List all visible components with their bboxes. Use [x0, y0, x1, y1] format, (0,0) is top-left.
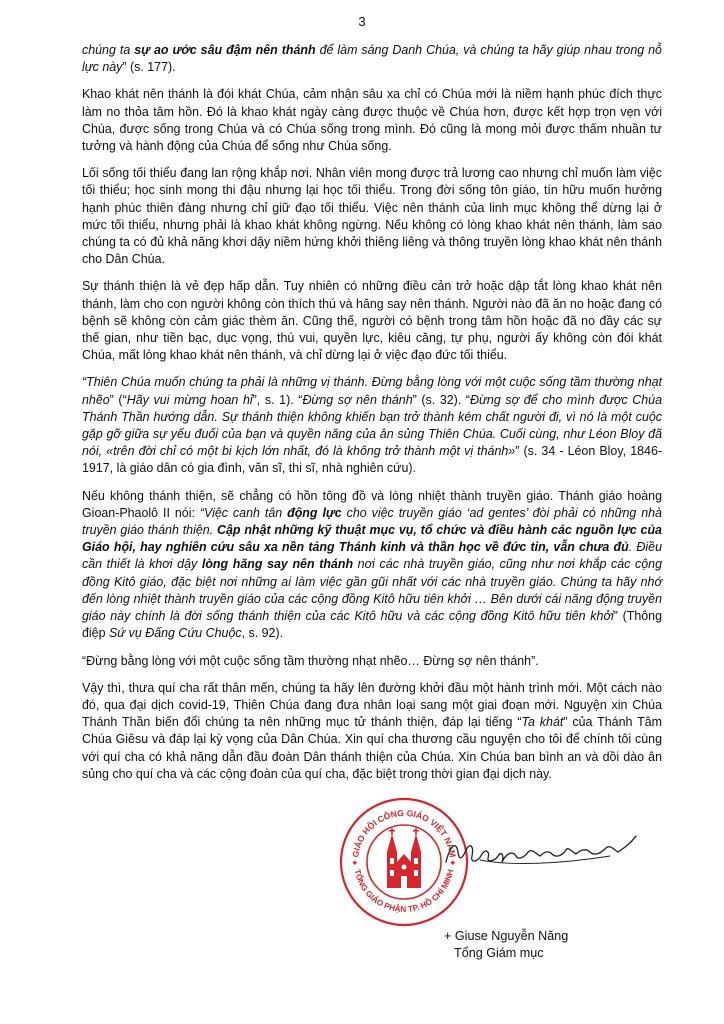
- paragraph: Lối sống tối thiểu đang lan rộng khắp nơi. Nhân viên mong được trả lương cao nhưng chỉ muốn làm việc tối thiểu; học sinh mong thi đậu nhưng lại học tối thiểu. Trong đời sống tôn giáo, tín hữu muốn hưởng hạnh phúc thiên đàng nhưng chỉ giữ đạo tối thiểu. Việc nên thánh của linh mục không thể dừng lại ở mức tối thiểu, nhưng phải là khao khát không ngừng. Nếu không có lòng khao khát nên thánh, làm sao chúng ta có đủ khả năng khơi dậy niềm hứng khởi thiêng liêng và thông truyền lòng khao khát nên thánh cho Dân Chúa.: [82, 166, 662, 267]
- signer-name: + Giuse Nguyễn Năng: [444, 929, 569, 943]
- paragraph-closing: Vậy thì, thưa quí cha rất thân mến, chúng ta hãy lên đường khởi đầu một hành trình mới. Một cách nào đó, qua đại dịch covid-19, Thiên Chúa đang đưa nhân loại sang một giai đoạn mới. Nguyện xin Chúa Thánh Thần biến đổi chúng ta nên những mục tử thánh thiện, đáp lại tiếng “Ta khát” của Thánh Tâm Chúa Giêsu và đáp lại kỳ vọng của Dân Chúa. Xin quí cha thương cầu nguyện cho tôi để chính tôi cùng với quí cha có khả năng dẫn đầu đoàn Dân thánh thiện của Chúa. Xin Chúa ban bình an và dồi dào ân sủng cho quí cha và các cộng đoàn của quí cha, đặc biệt trong thời gian đại dịch này.: [82, 680, 662, 781]
- paragraph: Khao khát nên thánh là đói khát Chúa, cảm nhận sâu xa chỉ có Chúa mới là niềm hạnh phúc đích thực làm no thỏa tâm hồn. Đó là khao khát ngày càng được thuộc về Chúa hơn, được kết hợp trọn vẹn với Chúa, được sống trong Chúa và có Chúa sống trong mình. Đó cũng là mong mỏi được thấm nhuần tư tưởng và hành động của Chúa để sống như Chúa sống.: [82, 87, 662, 154]
- page-number: 3: [358, 14, 366, 29]
- svg-text:GIÁO HỘI CÔNG GIÁO VIỆT NAM: GIÁO HỘI CÔNG GIÁO VIỆT NAM: [350, 807, 458, 859]
- handwritten-signature: [440, 826, 640, 876]
- paragraph-quotes: “Thiên Chúa muốn chúng ta phải là những vị thánh. Đừng bằng lòng với một cuộc sống tầm thường nhạt nhẽo” (“Hãy vui mừng hoan hỉ”, s. 1). “Đừng sợ nên thánh” (s. 32). “Đừng sợ để cho mình được Chúa Thánh Thần hướng dẫn. Sự thánh thiện không khiến bạn trở thành kém chất người đi, vì nó là một cuộc gặp gỡ giữa sự yếu đuối của bạn và quyền năng của ân sủng Thiên Chúa. Cuối cùng, như Léon Bloy đã nói, «trên đời chỉ có một bi kịch lớn nhất, đó là không trở thành một vị thánh»” (s. 34 - Léon Bloy, 1846-1917, là giáo dân có gia đình, văn sĩ, thi sĩ, nhà nghiên cứu).: [82, 375, 663, 476]
- paragraph-quote-continuation: chúng ta sự ao ước sâu đậm nên thánh để làm sáng Danh Chúa, và chúng ta hãy giúp nhau trong nỗ lực này” (s. 177).: [82, 43, 662, 75]
- svg-text:TỔNG GIÁO PHẬN TP. HỒ CHÍ MINH: TỔNG GIÁO PHẬN TP. HỒ CHÍ MINH: [352, 868, 456, 915]
- letter-body: [82, 42, 662, 783]
- signer-title: Tổng Giám mục: [454, 946, 544, 960]
- svg-text:✦: ✦: [351, 858, 359, 868]
- paragraph-mission: Nếu không thánh thiện, sẽ chẳng có hồn tông đồ và lòng nhiệt thành truyền giáo. Thánh giáo hoàng Gioan-Phaolô II nói: “Việc canh tân động lực cho việc truyền giáo ‘ad gentes’ đòi phải có những nhà truyền giáo thánh thiện. Cập nhật những kỹ thuật mục vụ, tổ chức và điều hành các nguồn lực của Giáo hội, hay nghiên cứu sâu xa nền tảng Thánh kinh và thần học về đức tin, vẫn chưa đủ. Điều cần thiết là khơi dậy lòng hăng say nên thánh nơi các nhà truyền giáo, cũng như nơi khắp các cộng đồng Kitô giáo, đặc biệt nơi những ai làm việc gần gũi nhất với các nhà truyền giáo. Chúng ta hãy nhớ đến lòng nhiệt thành truyền giáo của các cộng đồng Kitô hữu tiên khởi … Bên dưới cái năng động truyền giáo này chính là đời sống thánh thiện của các Kitô hữu và các cộng đồng Kitô hữu tiên khởi” (Thông điệp Sứ vụ Đấng Cứu Chuộc, s. 92).: [82, 488, 662, 641]
- paragraph: Sự thánh thiện là vẻ đẹp hấp dẫn. Tuy nhiên có những điều cản trở hoặc dập tắt lòng khao khát nên thánh, làm cho con người không còn thích thú và hăng say nên thánh. Người nào đã ăn no hoặc đang có bệnh sẽ không còn cảm giác thèm ăn. Cũng thế, người có bệnh trong tâm hồn hoặc đã no đầy các sự thế gian, như tiền bạc, dục vọng, thú vui, quyền lực, kiêu căng, tự phụ, người ấy không còn đói khát Chúa, mất lòng khao khát nên thánh, và chỉ dừng lại ở việc đạo đức tối thiểu.: [82, 279, 662, 363]
- svg-text:✦: ✦: [449, 858, 457, 868]
- signature-block: [444, 928, 568, 962]
- paragraph: “Đừng bằng lòng với một cuộc sống tầm thường nhạt nhẽo… Đừng sợ nên thánh”.: [82, 653, 539, 668]
